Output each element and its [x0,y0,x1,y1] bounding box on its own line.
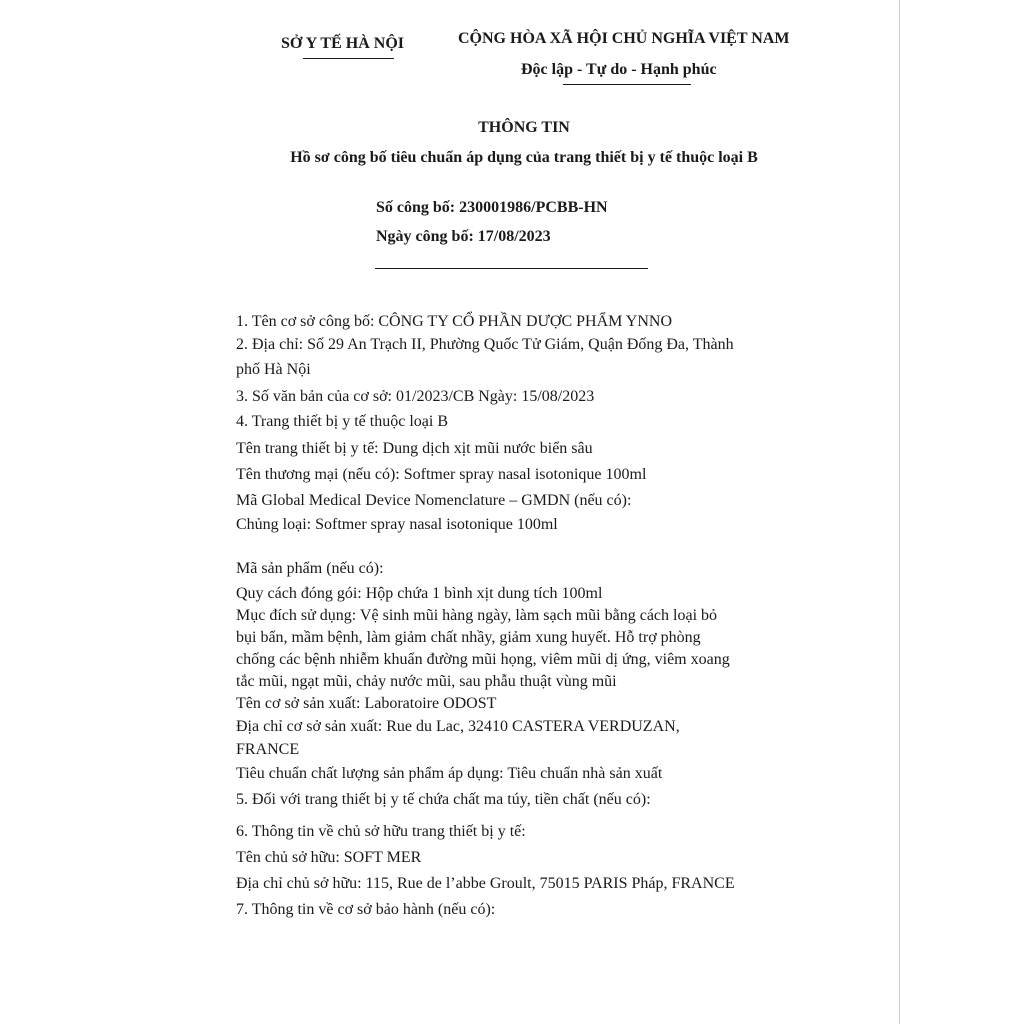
body-line: Địa chỉ cơ sở sản xuất: Rue du Lac, 32410 CASTERA VERDUZAN, [236,718,680,735]
body-line: 6. Thông tin về chủ sở hữu trang thiết bị y tế: [236,823,526,840]
announcement-number: Số công bố: 230001986/PCBB-HN [376,199,608,216]
announcement-date: Ngày công bố: 17/08/2023 [376,228,551,245]
body-line: phố Hà Nội [236,361,311,378]
body-line: 7. Thông tin về cơ sở bảo hành (nếu có): [236,901,496,918]
body-line: FRANCE [236,741,300,758]
body-line: Quy cách đóng gói: Hộp chứa 1 bình xịt dung tích 100ml [236,585,603,602]
body-line: bụi bẩn, mầm bệnh, làm giảm chất nhầy, giảm xung huyết. Hỗ trợ phòng [236,629,701,646]
body-line: Mục đích sử dụng: Vệ sinh mũi hàng ngày, làm sạch mũi bằng cách loại bỏ [236,607,718,624]
body-line: Chủng loại: Softmer spray nasal isotonique 100ml [236,516,558,533]
body-line: 4. Trang thiết bị y tế thuộc loại B [236,413,448,430]
national-motto: Độc lập - Tự do - Hạnh phúc [521,61,717,78]
body-line: Mã Global Medical Device Nomenclature – GMDN (nếu có): [236,492,632,509]
body-line: Tên cơ sở sản xuất: Laboratoire ODOST [236,695,497,712]
body-line: Địa chỉ chủ sở hữu: 115, Rue de l’abbe Groult, 75015 PARIS Pháp, FRANCE [236,875,735,892]
body-line: tắc mũi, ngạt mũi, chảy nước mũi, sau phẫu thuật vùng mũi [236,673,617,690]
body-line: 2. Địa chỉ: Số 29 An Trạch II, Phường Quốc Tử Giám, Quận Đống Đa, Thành [236,336,734,353]
body-line: Tên thương mại (nếu có): Softmer spray nasal isotonique 100ml [236,466,647,483]
body-line: Mã sản phẩm (nếu có): [236,560,384,577]
body-line: Tiêu chuẩn chất lượng sản phẩm áp dụng: Tiêu chuẩn nhà sản xuất [236,765,663,782]
national-title: CỘNG HÒA XÃ HỘI CHỦ NGHĨA VIỆT NAM [458,30,790,47]
motto-underline [563,84,691,85]
document-subheading: Hồ sơ công bố tiêu chuẩn áp dụng của trang thiết bị y tế thuộc loại B [290,149,758,166]
body-line: Tên trang thiết bị y tế: Dung dịch xịt mũi nước biển sâu [236,440,593,457]
body-line: Tên chủ sở hữu: SOFT MER [236,849,422,866]
body-line: 1. Tên cơ sở công bố: CÔNG TY CỔ PHẦN DƯỢC PHẨM YNNO [236,313,673,330]
meta-underline [375,268,648,269]
body-line: 5. Đối với trang thiết bị y tế chứa chất ma túy, tiền chất (nếu có): [236,791,651,808]
body-line: 3. Số văn bản của cơ sở: 01/2023/CB Ngày: 15/08/2023 [236,388,595,405]
organization-underline [303,58,394,59]
body-line: chống các bệnh nhiễm khuẩn đường mũi họng, viêm mũi dị ứng, viêm xoang [236,651,730,668]
issuing-organization: SỞ Y TẾ HÀ NỘI [281,35,404,52]
document-heading: THÔNG TIN [478,119,570,136]
